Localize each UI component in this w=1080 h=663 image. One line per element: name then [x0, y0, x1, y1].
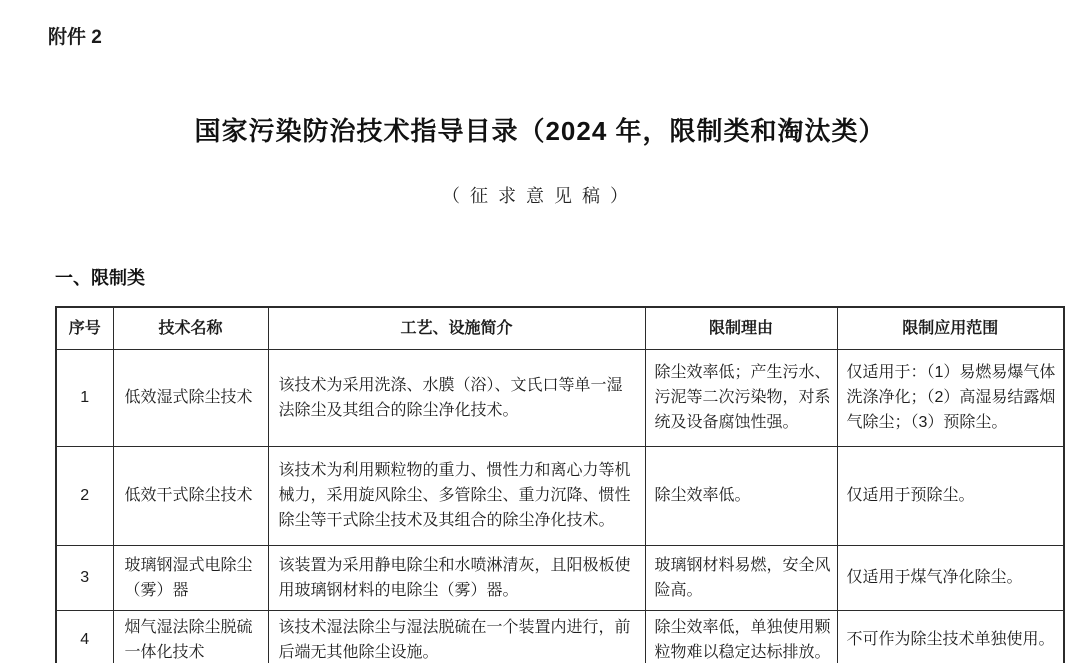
table-row: [56, 349, 1064, 446]
cell-technology-name: 低效湿式除尘技术: [113, 349, 268, 446]
cell-technology-name: 低效干式除尘技术: [113, 446, 268, 545]
table-header-row: [56, 307, 1064, 349]
cell-process-description: 该技术湿法除尘与湿法脱硫在一个装置内进行，前后端无其他除尘设施。: [268, 610, 645, 663]
cell-restriction-reason: 除尘效率低，单独使用颗粒物难以稳定达标排放。: [645, 610, 837, 663]
table-row: [56, 545, 1064, 610]
cell-technology-name: 玻璃钢湿式电除尘（雾）器: [113, 545, 268, 610]
section-heading-restricted-category: 一、限制类: [55, 268, 145, 288]
cell-serial-number: 3: [56, 545, 113, 610]
cell-serial-number: 2: [56, 446, 113, 545]
cell-process-description: 该技术为采用洗涤、水膜（浴）、文氏口等单一湿法除尘及其组合的除尘净化技术。: [268, 349, 645, 446]
cell-restriction-reason: 除尘效率低；产生污水、污泥等二次污染物，对系统及设备腐蚀性强。: [645, 349, 837, 446]
column-header-process-description: 工艺、设施简介: [268, 307, 645, 349]
table-row: [56, 610, 1064, 663]
cell-process-description: 该技术为利用颗粒物的重力、惯性力和离心力等机械力，采用旋风除尘、多管除尘、重力沉降、惯性除尘等干式除尘技术及其组合的除尘净化技术。: [268, 446, 645, 545]
document-subtitle: （征求意见稿）: [442, 186, 638, 206]
cell-restriction-reason: 玻璃钢材料易燃，安全风险高。: [645, 545, 837, 610]
restricted-technologies-table: [55, 306, 1065, 663]
attachment-label: 附件 2: [48, 27, 102, 48]
table-row: [56, 446, 1064, 545]
column-header-restriction-reason: 限制理由: [645, 307, 837, 349]
cell-process-description: 该装置为采用静电除尘和水喷淋清灰，且阳极板使用玻璃钢材料的电除尘（雾）器。: [268, 545, 645, 610]
cell-restricted-scope: 仅适用于预除尘。: [837, 446, 1064, 545]
cell-restricted-scope: 仅适用于煤气净化除尘。: [837, 545, 1064, 610]
cell-restriction-reason: 除尘效率低。: [645, 446, 837, 545]
column-header-technology-name: 技术名称: [113, 307, 268, 349]
document-title: 国家污染防治技术指导目录（2024 年，限制类和淘汰类）: [194, 116, 886, 146]
column-header-restricted-scope: 限制应用范围: [837, 307, 1064, 349]
cell-serial-number: 4: [56, 610, 113, 663]
cell-serial-number: 1: [56, 349, 113, 446]
cell-technology-name: 烟气湿法除尘脱硫一体化技术: [113, 610, 268, 663]
cell-restricted-scope: 不可作为除尘技术单独使用。: [837, 610, 1064, 663]
cell-restricted-scope: 仅适用于：（1）易燃易爆气体洗涤净化；（2）高湿易结露烟气除尘；（3）预除尘。: [837, 349, 1064, 446]
column-header-serial-number: 序号: [56, 307, 113, 349]
